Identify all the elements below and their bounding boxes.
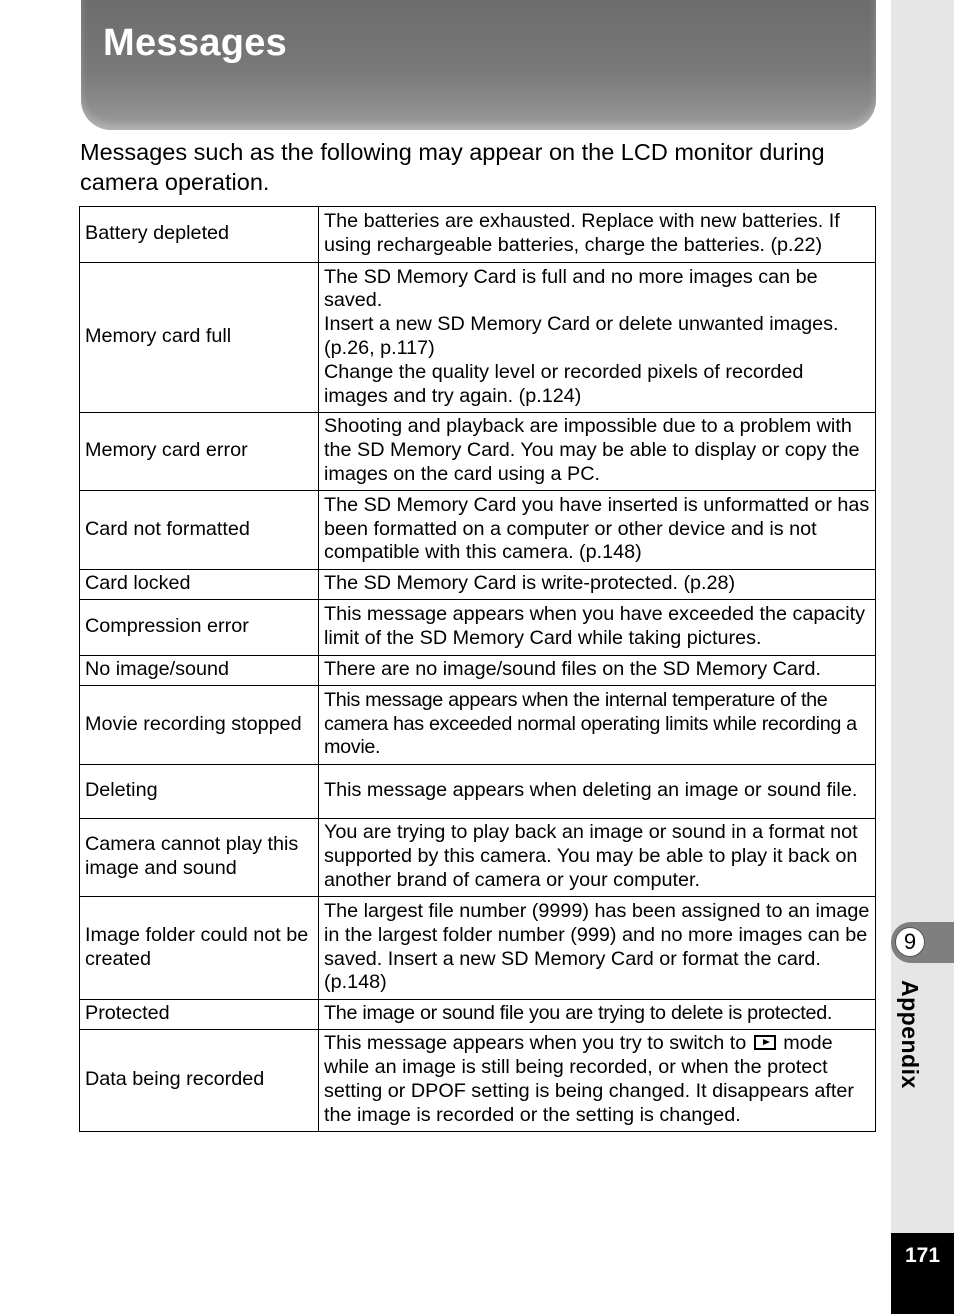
description-cell: This message appears when you have exceeded the capacity limit of the SD Memory Card while taking pictures. xyxy=(319,600,876,656)
message-cell: Battery depleted xyxy=(80,207,319,263)
chapter-number: 9 xyxy=(895,927,925,957)
table-row xyxy=(80,897,876,1000)
description-cell: The batteries are exhausted. Replace with new batteries. If using rechargeable batteries, charge the batteries. (p.22) xyxy=(319,207,876,263)
message-cell: Image folder could not be created xyxy=(80,897,319,1000)
description-cell: The SD Memory Card is full and no more images can be saved. Insert a new SD Memory Card or delete unwanted images. (p.26, p.117) Change the quality level or recorded pixels of recorded images and try again. (p.124) xyxy=(319,263,876,413)
messages-table xyxy=(79,206,876,1132)
message-cell: Data being recorded xyxy=(80,1030,319,1132)
table-row xyxy=(80,686,876,765)
description-cell: You are trying to play back an image or sound in a format not supported by this camera. You may be able to play it back on another brand of camera or your computer. xyxy=(319,819,876,897)
table-row xyxy=(80,819,876,897)
message-cell: Card locked xyxy=(80,570,319,600)
side-tab-strip xyxy=(891,0,954,1314)
message-cell: Card not formatted xyxy=(80,491,319,570)
message-cell: Memory card full xyxy=(80,263,319,413)
description-cell xyxy=(319,1030,876,1132)
table-row xyxy=(80,765,876,819)
table-row xyxy=(80,1030,876,1132)
table-row xyxy=(80,263,876,413)
table-row xyxy=(80,570,876,600)
table-row xyxy=(80,413,876,491)
message-cell: Camera cannot play this image and sound xyxy=(80,819,319,897)
description-cell: The image or sound file you are trying to delete is protected. xyxy=(319,1000,876,1030)
description-cell: The SD Memory Card is write-protected. (p.28) xyxy=(319,570,876,600)
description-text-after-icon: mode while an image is still being recorded, or when the protect setting or DPOF setting is being changed. It disappears after the image is recorded or the setting is changed. xyxy=(324,1032,854,1126)
table-row xyxy=(80,207,876,263)
description-cell: This message appears when deleting an image or sound file. xyxy=(319,765,876,819)
chapter-name: Appendix xyxy=(897,980,923,1089)
description-cell: This message appears when the internal temperature of the camera has exceeded normal operating limits while recording a movie. xyxy=(319,686,876,765)
message-cell: Movie recording stopped xyxy=(80,686,319,765)
title-banner xyxy=(81,0,876,130)
message-cell: Protected xyxy=(80,1000,319,1030)
intro-text: Messages such as the following may appear on the LCD monitor during camera operation. xyxy=(80,139,825,195)
page-number: 171 xyxy=(891,1233,954,1314)
table-row xyxy=(80,1000,876,1030)
description-cell: Shooting and playback are impossible due to a problem with the SD Memory Card. You may be able to display or copy the images on the card using a PC. xyxy=(319,413,876,491)
page-title: Messages xyxy=(103,22,288,64)
table-row xyxy=(80,600,876,656)
description-cell: The SD Memory Card you have inserted is unformatted or has been formatted on a computer or other device and is not compatible with this camera. (p.148) xyxy=(319,491,876,570)
message-cell: No image/sound xyxy=(80,656,319,686)
message-cell: Compression error xyxy=(80,600,319,656)
description-cell: There are no image/sound files on the SD Memory Card. xyxy=(319,656,876,686)
playback-mode-icon xyxy=(754,1035,776,1050)
table-row xyxy=(80,491,876,570)
description-cell: The largest file number (9999) has been assigned to an image in the largest folder number (999) and no more images can be saved. Insert a new SD Memory Card or format the card. (p.148) xyxy=(319,897,876,1000)
message-cell: Memory card error xyxy=(80,413,319,491)
message-cell: Deleting xyxy=(80,765,319,819)
description-text-before-icon: This message appears when you try to switch to xyxy=(324,1032,747,1055)
table-row xyxy=(80,656,876,686)
